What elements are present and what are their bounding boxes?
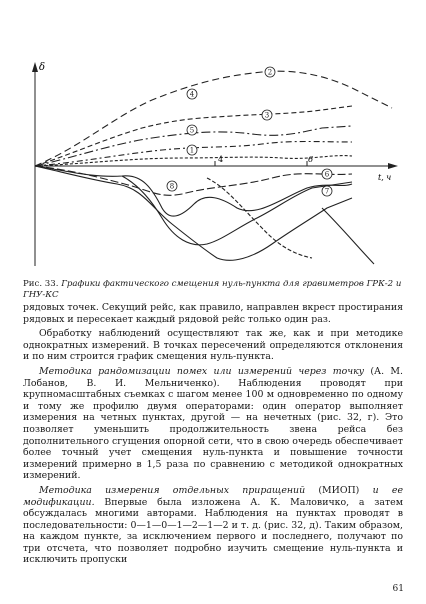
curve-11 <box>322 208 374 264</box>
figure-caption <box>23 279 403 301</box>
curve-label-8: 8 <box>169 182 175 191</box>
paragraph-4-text: Впервые была изложена А. К. Маловичко, а затем обсуждалась многими авторами. Наблюдения на пунктах проводят в последовательности: 0—1—0—1—2—1—2 и т. д. (рис. 32, д). Таким образом, на каждом пункте, за исключением первого и последнего, получают по три отсчета, что позволяет подробно изучить смещение нуль-пункта и исключить пропуски <box>23 496 403 566</box>
curve-label-3: 3 <box>264 111 270 120</box>
figure-graph <box>22 58 410 274</box>
paragraph-4 <box>23 485 403 566</box>
curve-label-2: 2 <box>267 68 273 77</box>
page-number: 61 <box>392 584 404 594</box>
x-axis-arrow <box>388 163 398 169</box>
y-axis-label: δ <box>39 62 46 73</box>
caption-text: Графики фактического смещения нуль-пункта для гравиметров ГРК-2 и ГНУ-КС <box>23 279 402 300</box>
paragraph-3-text: (А. М. Лобанов, В. И. Мельниченко). Наблюдения проводят при крупномасштабных съемках с шагом менее 100 м одновременно по одному и тому же профилю двумя операторами: один оператор выполняет измерения на четных пунктах, другой — на нечетных (рис. 32, г). Это позволяет уменьшить продолжительность звена рейса без дополнительного сгущения опорной сети, что в свою очередь обеспечивает более точный учет смещения нуль-пункта и повышение точности измерений примерно в 1,5 раза по сравнению с методикой однократных измерений. <box>23 365 403 482</box>
paragraph-1: рядовых точек. Секущий рейс, как правило, направлен вкрест простирания рядовых и пересекает каждый рядовой рейс только один раз. <box>23 302 403 325</box>
curve-label-6: 6 <box>324 170 330 179</box>
paragraph-4-term: Методика измерения отдельных приращений <box>39 484 306 496</box>
curve-label-7: 7 <box>324 187 330 196</box>
paragraph-3 <box>23 366 403 482</box>
curve-8 <box>35 166 352 260</box>
body-text <box>23 302 403 569</box>
curve-label-1: 1 <box>189 146 195 155</box>
paragraph-4-abbrev: (МИОП) <box>305 484 373 496</box>
x-tick-label-6: 6 <box>308 155 314 164</box>
paragraph-3-term: Методика рандомизации помех или измерений через точку <box>39 365 365 377</box>
caption-label: Рис. 33. <box>23 279 59 289</box>
x-axis-label: t, ч <box>378 173 392 182</box>
curve-3 <box>35 106 352 166</box>
curve-10 <box>207 178 312 258</box>
curve-label-4: 4 <box>189 90 195 99</box>
paragraph-4-term2: и ее модификации. <box>23 484 404 508</box>
y-axis-arrow <box>32 62 38 72</box>
curve-label-5: 5 <box>189 126 195 135</box>
x-tick-label-4: 4 <box>218 155 224 164</box>
paragraph-2: Обработку наблюдений осуществляют так же, как и при методике однократных измерений. В точках пересечений определяются отклонения и по ним строится график смещения нуль-пункта. <box>23 328 403 363</box>
